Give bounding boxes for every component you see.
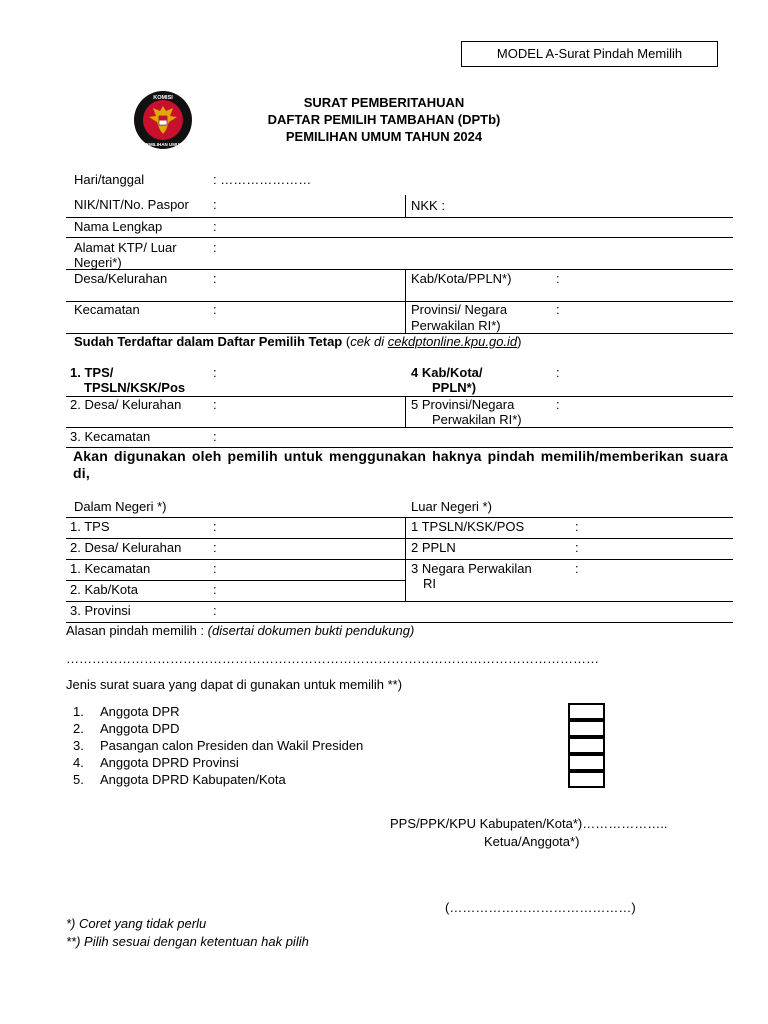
divider bbox=[66, 559, 733, 560]
ballot-num-5: 5. bbox=[73, 772, 84, 787]
dest-kec-label: 1. Kecamatan bbox=[70, 561, 151, 576]
dest-kec-colon: : bbox=[213, 561, 217, 576]
dpt-kec-colon: : bbox=[213, 429, 217, 444]
dest-prov-label: 3. Provinsi bbox=[70, 603, 131, 618]
kecamatan-colon: : bbox=[213, 302, 217, 317]
dest-tpsln-colon: : bbox=[575, 519, 579, 534]
dest-ppln-colon: : bbox=[575, 540, 579, 555]
ballot-label-4: Anggota DPRD Provinsi bbox=[100, 755, 239, 770]
svg-text:PEMILIHAN UMUM: PEMILIHAN UMUM bbox=[143, 142, 183, 147]
svg-text:KOMISI: KOMISI bbox=[153, 95, 173, 101]
kab-colon: : bbox=[556, 271, 560, 286]
dest-tpsln-label: 1 TPSLN/KSK/POS bbox=[411, 519, 525, 534]
divider bbox=[66, 538, 733, 539]
dest-tps-colon: : bbox=[213, 519, 217, 534]
alasan-label: Alasan pindah memilih : (disertai dokumen bukti pendukung) bbox=[66, 623, 415, 638]
divider bbox=[66, 580, 405, 581]
divider bbox=[66, 237, 733, 238]
dest-desa-colon: : bbox=[213, 540, 217, 555]
usage-heading: Akan digunakan oleh pemilih untuk menggunakan haknya pindah memilih/memberikan suara di, bbox=[73, 448, 728, 481]
footnote-1: *) Coret yang tidak perlu bbox=[66, 916, 207, 931]
dpt-kab-colon: : bbox=[556, 365, 560, 380]
dest-negara-colon: : bbox=[575, 561, 579, 576]
ballot-checkbox-1[interactable] bbox=[568, 703, 605, 720]
dest-prov-colon: : bbox=[213, 603, 217, 618]
alasan-dots[interactable]: …………………………………………………………………………………………………………… bbox=[66, 651, 599, 666]
provinsi-label-1: Provinsi/ Negara bbox=[411, 302, 508, 317]
signature-name-line[interactable]: (……………………………………) bbox=[445, 900, 636, 915]
divider bbox=[405, 396, 406, 427]
dest-kab-colon: : bbox=[213, 582, 217, 597]
dpt-desa-colon: : bbox=[213, 397, 217, 412]
divider bbox=[66, 269, 733, 270]
hari-tanggal-value[interactable]: : ………………… bbox=[213, 172, 312, 187]
dest-tps-label: 1. TPS bbox=[70, 519, 110, 534]
title-line-2: DAFTAR PEMILIH TAMBAHAN (DPTb) bbox=[267, 112, 501, 127]
divider bbox=[66, 517, 733, 518]
ballot-checkbox-3[interactable] bbox=[568, 737, 605, 754]
ballot-checkbox-5[interactable] bbox=[568, 771, 605, 788]
title-line-3: PEMILIHAN UMUM TAHUN 2024 bbox=[285, 129, 483, 144]
dpt-tps-label-1: 1. TPS/ bbox=[70, 365, 114, 380]
alamat-label-1: Alamat KTP/ Luar bbox=[74, 240, 177, 255]
dest-ppln-label: 2 PPLN bbox=[411, 540, 456, 555]
provinsi-colon: : bbox=[556, 302, 560, 317]
divider bbox=[405, 269, 406, 333]
divider bbox=[405, 517, 406, 601]
ballot-num-2: 2. bbox=[73, 721, 84, 736]
dest-desa-label: 2. Desa/ Kelurahan bbox=[70, 540, 182, 555]
alamat-label-2: Negeri*) bbox=[74, 255, 122, 270]
nik-colon: : bbox=[213, 197, 217, 212]
dalam-negeri-label: Dalam Negeri *) bbox=[74, 499, 167, 514]
desa-colon: : bbox=[213, 271, 217, 286]
divider bbox=[66, 427, 733, 428]
nama-colon: : bbox=[213, 219, 217, 234]
divider bbox=[66, 601, 733, 602]
dest-negara-label-2: RI bbox=[423, 576, 436, 591]
dpt-kab-label-1: 4 Kab/Kota/ bbox=[411, 365, 483, 380]
ballot-num-4: 4. bbox=[73, 755, 84, 770]
dpt-prov-colon: : bbox=[556, 397, 560, 412]
cekdpt-link[interactable]: cekdptonline.kpu.go.id bbox=[387, 334, 518, 349]
dpt-prov-label-1: 5 Provinsi/Negara bbox=[411, 397, 515, 412]
ballot-label-2: Anggota DPD bbox=[100, 721, 180, 736]
ballot-label-5: Anggota DPRD Kabupaten/Kota bbox=[100, 772, 286, 787]
ballot-label-1: Anggota DPR bbox=[100, 704, 180, 719]
signature-role: Ketua/Anggota*) bbox=[484, 834, 580, 849]
footnote-2: **) Pilih sesuai dengan ketentuan hak pilih bbox=[66, 934, 309, 949]
title-line-1: SURAT PEMBERITAHUAN bbox=[303, 95, 465, 110]
divider bbox=[66, 301, 733, 302]
dpt-kec-label: 3. Kecamatan bbox=[70, 429, 151, 444]
dest-negara-label-1: 3 Negara Perwakilan bbox=[411, 561, 532, 576]
nkk-label: NKK : bbox=[411, 198, 445, 213]
dpt-desa-label: 2. Desa/ Kelurahan bbox=[70, 397, 182, 412]
ballot-num-1: 1. bbox=[73, 704, 84, 719]
dpt-prov-label-2: Perwakilan RI*) bbox=[432, 412, 522, 427]
ballot-checkbox-4[interactable] bbox=[568, 754, 605, 771]
kecamatan-label: Kecamatan bbox=[74, 302, 140, 317]
dpt-tps-colon: : bbox=[213, 365, 217, 380]
hari-tanggal-label: Hari/tanggal bbox=[74, 172, 145, 187]
desa-label: Desa/Kelurahan bbox=[74, 271, 168, 286]
dpt-tps-label-2: TPSLN/KSK/Pos bbox=[84, 380, 186, 395]
dpt-kab-label-2: PPLN*) bbox=[432, 380, 477, 395]
divider bbox=[66, 217, 733, 218]
nik-label: NIK/NIT/No. Paspor bbox=[74, 197, 189, 212]
luar-negeri-label: Luar Negeri *) bbox=[411, 499, 492, 514]
kab-label: Kab/Kota/PPLN*) bbox=[411, 271, 512, 286]
ballot-label-3: Pasangan calon Presiden dan Wakil Presiden bbox=[100, 738, 364, 753]
dest-kab-label: 2. Kab/Kota bbox=[70, 582, 138, 597]
provinsi-label-2: Perwakilan RI*) bbox=[411, 318, 501, 333]
nama-label: Nama Lengkap bbox=[74, 219, 163, 234]
dpt-section-label: Sudah Terdaftar dalam Daftar Pemilih Tetap (cek di cekdptonline.kpu.go.id) bbox=[74, 334, 522, 349]
ballot-checkbox-2[interactable] bbox=[568, 720, 605, 737]
signature-office: PPS/PPK/KPU Kabupaten/Kota*)……………….. bbox=[390, 816, 668, 831]
jenis-label: Jenis surat suara yang dapat di gunakan untuk memilih **) bbox=[66, 677, 403, 692]
ballot-num-3: 3. bbox=[73, 738, 84, 753]
alamat-colon: : bbox=[213, 240, 217, 255]
divider bbox=[405, 195, 406, 217]
form-model-label: MODEL A-Surat Pindah Memilih bbox=[461, 41, 718, 67]
